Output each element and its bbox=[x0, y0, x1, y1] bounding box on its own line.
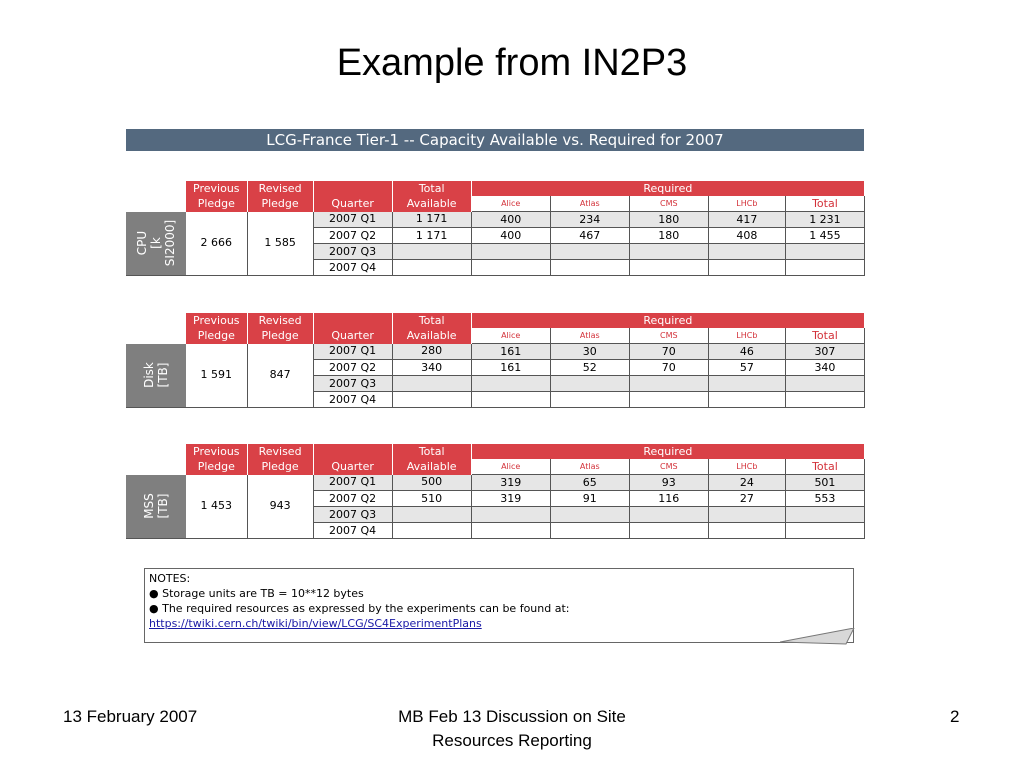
lhcb-cell bbox=[708, 244, 785, 260]
header-cms: CMS bbox=[629, 328, 708, 344]
header-quarter-top bbox=[313, 444, 392, 459]
previous-pledge-value: 1 453 bbox=[186, 475, 247, 539]
total-cell bbox=[785, 376, 864, 392]
header-revised: Revised bbox=[247, 181, 313, 196]
cms-cell: 93 bbox=[629, 475, 708, 491]
lhcb-cell: 24 bbox=[708, 475, 785, 491]
resource-label-text bbox=[142, 493, 170, 519]
quarter-cell: 2007 Q1 bbox=[313, 212, 392, 228]
header-pledge: Pledge bbox=[186, 328, 247, 344]
atlas-cell: 65 bbox=[550, 475, 629, 491]
atlas-cell: 234 bbox=[550, 212, 629, 228]
header-revised: Revised bbox=[247, 313, 313, 328]
cpu-table-block bbox=[126, 181, 865, 276]
atlas-cell: 91 bbox=[550, 491, 629, 507]
total-cell: 553 bbox=[785, 491, 864, 507]
header-total: Total bbox=[392, 313, 471, 328]
notes-bullet: ● The required resources as expressed by the experiments can be found at: bbox=[149, 602, 570, 615]
lhcb-cell bbox=[708, 376, 785, 392]
page-curl-icon bbox=[780, 628, 856, 646]
resource-label-line: [k bbox=[149, 237, 164, 250]
alice-cell: 319 bbox=[471, 475, 550, 491]
header-available: Available bbox=[392, 328, 471, 344]
header-blank bbox=[126, 459, 186, 475]
header-pledge: Pledge bbox=[247, 328, 313, 344]
cms-cell: 70 bbox=[629, 344, 708, 360]
footer-date: 13 February 2007 bbox=[63, 707, 198, 726]
header-atlas: Atlas bbox=[550, 196, 629, 212]
available-cell: 510 bbox=[392, 491, 471, 507]
table-row bbox=[126, 475, 865, 491]
available-cell bbox=[392, 392, 471, 408]
quarter-cell: 2007 Q4 bbox=[313, 392, 392, 408]
atlas-cell bbox=[550, 244, 629, 260]
notes-box bbox=[144, 568, 854, 643]
quarter-cell: 2007 Q3 bbox=[313, 376, 392, 392]
bullet-icon: ● bbox=[149, 602, 163, 615]
quarter-cell: 2007 Q3 bbox=[313, 507, 392, 523]
alice-cell: 400 bbox=[471, 212, 550, 228]
total-cell bbox=[785, 392, 864, 408]
alice-cell bbox=[471, 244, 550, 260]
atlas-cell bbox=[550, 260, 629, 276]
quarter-cell: 2007 Q2 bbox=[313, 228, 392, 244]
header-pledge: Pledge bbox=[186, 196, 247, 212]
resource-label-line: Disk bbox=[142, 362, 157, 389]
previous-pledge-value: 1 591 bbox=[186, 344, 247, 408]
quarter-cell: 2007 Q3 bbox=[313, 244, 392, 260]
resource-label-line: SI2000] bbox=[163, 220, 178, 267]
header-available: Available bbox=[392, 196, 471, 212]
total-cell: 340 bbox=[785, 360, 864, 376]
alice-cell: 161 bbox=[471, 344, 550, 360]
header-total: Total bbox=[392, 444, 471, 459]
atlas-cell bbox=[550, 507, 629, 523]
table-banner: LCG-France Tier-1 -- Capacity Available vs. Required for 2007 bbox=[126, 129, 864, 151]
available-cell: 1 171 bbox=[392, 228, 471, 244]
table-row bbox=[126, 212, 865, 228]
lhcb-cell: 408 bbox=[708, 228, 785, 244]
alice-cell: 400 bbox=[471, 228, 550, 244]
available-cell: 280 bbox=[392, 344, 471, 360]
previous-pledge-value: 2 666 bbox=[186, 212, 247, 276]
slide-title: Example from IN2P3 bbox=[336, 42, 688, 84]
available-cell: 340 bbox=[392, 360, 471, 376]
available-cell bbox=[392, 523, 471, 539]
header-alice: Alice bbox=[471, 459, 550, 475]
disk-table-block bbox=[126, 313, 865, 408]
total-cell bbox=[785, 523, 864, 539]
resource-label-line: MSS bbox=[142, 493, 157, 520]
header-alice: Alice bbox=[471, 328, 550, 344]
header-total: Total bbox=[392, 181, 471, 196]
notes-bullet: ● Storage units are TB = 10**12 bytes bbox=[149, 587, 364, 600]
header-atlas: Atlas bbox=[550, 459, 629, 475]
lhcb-cell bbox=[708, 507, 785, 523]
cms-cell bbox=[629, 260, 708, 276]
header-required-total: Total bbox=[785, 459, 864, 475]
revised-pledge-value: 1 585 bbox=[247, 212, 313, 276]
table-row bbox=[126, 344, 865, 360]
bullet-icon: ● bbox=[149, 587, 163, 600]
lhcb-cell: 27 bbox=[708, 491, 785, 507]
lhcb-cell: 417 bbox=[708, 212, 785, 228]
header-available: Available bbox=[392, 459, 471, 475]
total-cell: 1 231 bbox=[785, 212, 864, 228]
lhcb-cell: 57 bbox=[708, 360, 785, 376]
available-cell bbox=[392, 507, 471, 523]
header-required: Required bbox=[471, 181, 864, 196]
header-blank bbox=[126, 328, 186, 344]
cms-cell bbox=[629, 376, 708, 392]
notes-title: NOTES: bbox=[149, 572, 191, 585]
total-cell bbox=[785, 260, 864, 276]
cms-cell: 180 bbox=[629, 212, 708, 228]
header-previous: Previous bbox=[186, 181, 247, 196]
header-cms: CMS bbox=[629, 196, 708, 212]
resource-label-text bbox=[135, 220, 177, 266]
header-quarter: Quarter bbox=[313, 196, 392, 212]
alice-cell: 161 bbox=[471, 360, 550, 376]
total-cell bbox=[785, 507, 864, 523]
header-atlas: Atlas bbox=[550, 328, 629, 344]
alice-cell bbox=[471, 523, 550, 539]
total-cell: 501 bbox=[785, 475, 864, 491]
resource-label bbox=[126, 344, 186, 408]
resource-label-line: CPU bbox=[135, 231, 150, 256]
resource-label-line: [TB] bbox=[156, 493, 171, 519]
atlas-cell bbox=[550, 392, 629, 408]
header-pledge: Pledge bbox=[247, 196, 313, 212]
header-lhcb: LHCb bbox=[708, 196, 785, 212]
header-pledge: Pledge bbox=[247, 459, 313, 475]
cms-cell: 116 bbox=[629, 491, 708, 507]
available-cell: 500 bbox=[392, 475, 471, 491]
header-revised: Revised bbox=[247, 444, 313, 459]
revised-pledge-value: 847 bbox=[247, 344, 313, 408]
cms-cell: 70 bbox=[629, 360, 708, 376]
experiment-plans-link[interactable]: https://twiki.cern.ch/twiki/bin/view/LCG/SC4ExperimentPlans bbox=[149, 617, 482, 630]
header-blank bbox=[126, 196, 186, 212]
alice-cell bbox=[471, 392, 550, 408]
available-cell bbox=[392, 376, 471, 392]
resource-label-line: [TB] bbox=[156, 362, 171, 388]
available-cell bbox=[392, 244, 471, 260]
cms-cell bbox=[629, 244, 708, 260]
quarter-cell: 2007 Q2 bbox=[313, 360, 392, 376]
header-blank bbox=[126, 313, 186, 328]
cms-cell bbox=[629, 392, 708, 408]
quarter-cell: 2007 Q4 bbox=[313, 523, 392, 539]
resource-label bbox=[126, 475, 186, 539]
alice-cell: 319 bbox=[471, 491, 550, 507]
header-blank bbox=[126, 181, 186, 196]
quarter-cell: 2007 Q4 bbox=[313, 260, 392, 276]
alice-cell bbox=[471, 507, 550, 523]
footer-title: MB Feb 13 Discussion on Site Resources Reporting bbox=[398, 707, 626, 750]
cms-cell bbox=[629, 507, 708, 523]
header-required-total: Total bbox=[785, 196, 864, 212]
resource-label bbox=[126, 212, 186, 276]
header-lhcb: LHCb bbox=[708, 328, 785, 344]
lhcb-cell bbox=[708, 392, 785, 408]
header-required: Required bbox=[471, 444, 864, 459]
atlas-cell bbox=[550, 376, 629, 392]
header-blank bbox=[126, 444, 186, 459]
lhcb-cell bbox=[708, 523, 785, 539]
lhcb-cell: 46 bbox=[708, 344, 785, 360]
cms-cell: 180 bbox=[629, 228, 708, 244]
revised-pledge-value: 943 bbox=[247, 475, 313, 539]
header-previous: Previous bbox=[186, 444, 247, 459]
footer-page-number: 2 bbox=[950, 707, 960, 726]
header-quarter: Quarter bbox=[313, 459, 392, 475]
header-lhcb: LHCb bbox=[708, 459, 785, 475]
capacity-table bbox=[126, 181, 865, 276]
resource-label-text bbox=[142, 362, 170, 388]
header-pledge: Pledge bbox=[186, 459, 247, 475]
atlas-cell: 52 bbox=[550, 360, 629, 376]
total-cell bbox=[785, 244, 864, 260]
header-alice: Alice bbox=[471, 196, 550, 212]
available-cell bbox=[392, 260, 471, 276]
header-previous: Previous bbox=[186, 313, 247, 328]
header-quarter-top bbox=[313, 181, 392, 196]
atlas-cell: 30 bbox=[550, 344, 629, 360]
available-cell: 1 171 bbox=[392, 212, 471, 228]
quarter-cell: 2007 Q2 bbox=[313, 491, 392, 507]
lhcb-cell bbox=[708, 260, 785, 276]
header-required-total: Total bbox=[785, 328, 864, 344]
capacity-table bbox=[126, 444, 865, 539]
total-cell: 307 bbox=[785, 344, 864, 360]
total-cell: 1 455 bbox=[785, 228, 864, 244]
atlas-cell bbox=[550, 523, 629, 539]
mss-table-block bbox=[126, 444, 865, 539]
capacity-table bbox=[126, 313, 865, 408]
header-cms: CMS bbox=[629, 459, 708, 475]
cms-cell bbox=[629, 523, 708, 539]
quarter-cell: 2007 Q1 bbox=[313, 475, 392, 491]
header-quarter: Quarter bbox=[313, 328, 392, 344]
header-required: Required bbox=[471, 313, 864, 328]
header-quarter-top bbox=[313, 313, 392, 328]
alice-cell bbox=[471, 260, 550, 276]
alice-cell bbox=[471, 376, 550, 392]
atlas-cell: 467 bbox=[550, 228, 629, 244]
quarter-cell: 2007 Q1 bbox=[313, 344, 392, 360]
